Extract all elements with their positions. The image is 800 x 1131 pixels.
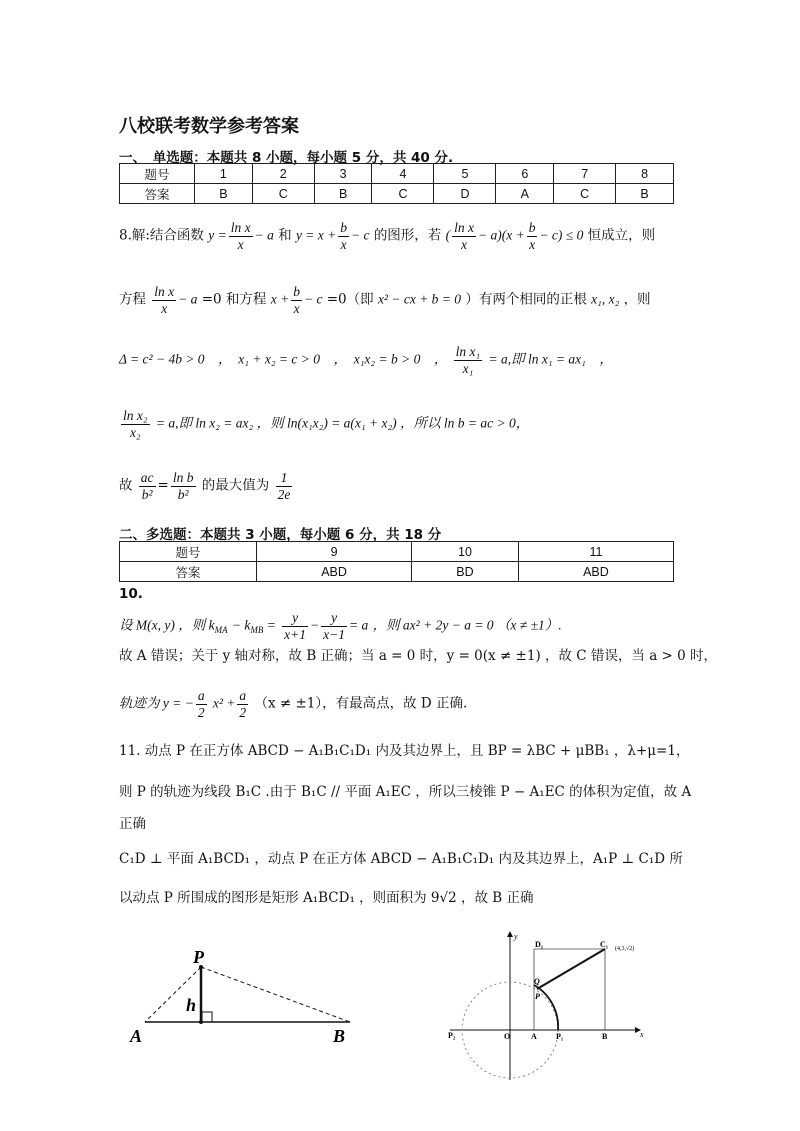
table-row [120, 184, 674, 204]
table-cell: 11 [518, 542, 673, 562]
q11-line1: 11. 动点 P 在正方体 ABCD − A₁B₁C₁D₁ 内及其边界上，且 BP = λBC + μBB₁ ，λ+μ=1， [119, 743, 690, 759]
q8-line1: 8.解:结合函数 y = $\frac{\text{ln x}}{x}$ − a 和 y = x + $\frac{b}{x}$ − c 的图形，若 ( $\frac{\text{ln x}}{x}$ − a)(x + $\frac{b}{x}$ − c) ≤ 0 恒成立，则 [119, 220, 656, 252]
segment-p-c1 [537, 949, 605, 989]
q11-line3: 正确 [119, 816, 146, 832]
label-p1: P₁ [556, 1032, 564, 1041]
table-cell: 题号 [120, 542, 257, 562]
label-h: h [186, 995, 197, 1015]
table-row [120, 542, 674, 562]
table-cell: 5 [434, 164, 496, 184]
text: ）有两个相同的正根 [465, 291, 587, 308]
label-y: y [514, 932, 518, 941]
q10-line2: 故 A 错误；关于 y 轴对称，故 B 正确；当 a = 0 时，y = 0(x ≠ ±1) ，故 C 错误，当 a > 0 时， [119, 648, 718, 664]
table-cell: C [372, 184, 434, 204]
table-row [120, 562, 674, 582]
table-cell: B [616, 184, 674, 204]
text: = a,即 ln x₁ = ax₁ ， [488, 351, 613, 367]
label-p: P [193, 947, 204, 967]
table-cell: 答案 [120, 184, 195, 204]
label-x: x [640, 1030, 644, 1039]
table-cell: 3 [314, 164, 372, 184]
text: 方程 [119, 291, 146, 308]
text: 的最大值为 [201, 477, 270, 494]
section2-table [119, 541, 674, 582]
q11-line5: 以动点 P 所围成的图形是矩形 A₁BCD₁ ，则面积为 9√2 ，故 B 正确 [119, 890, 534, 906]
q8-line5: 故 $\frac{ac}{\text{b²}}$ = $\frac{\text{ln b}}{\text{b²}}$ 的最大值为 $\frac{1}{2e}$ [119, 470, 291, 502]
text: 轨迹为 y = − [119, 695, 194, 711]
table-cell: A [496, 184, 554, 204]
text: 设 M(x, y) ，则 k [119, 617, 215, 633]
table-cell: C [252, 184, 314, 204]
section1-table [119, 163, 674, 204]
text: ，则 [623, 291, 651, 308]
table-cell: 6 [496, 164, 554, 184]
text: 8.解:结合函数 [119, 227, 204, 244]
q8-line3: Δ = c² − 4b > 0 ， x₁ + x₂ = c > 0 ， x₁x₂ = b > 0 ， $\frac{\text{ln x₁}}{\text{x₁}}$ = a,即 ln x₁ = ax₁ ， [119, 344, 613, 376]
q11-line2: 则 P 的轨迹为线段 B₁C .由于 B₁C // 平面 A₁EC ，所以三棱锥 P − A₁EC 的体积为定值，故 A [119, 784, 692, 800]
coordinate-figure [440, 925, 660, 1085]
table-cell: 1 [195, 164, 253, 184]
q8-line4: $\frac{\text{ln x₂}}{\text{x₂}}$ = a,即 ln x₂ = ax₂ ，则 ln(x₁x₂) = a(x₁ + x₂) ，所以 ln b = ac > 0， [123, 408, 530, 440]
text: 和 [278, 227, 292, 244]
label-p: P [535, 992, 540, 1001]
text: = a,即 ln x₂ = ax₂ ，则 ln(x₁x₂) = a(x₁ + x₂) ，所以 ln b = ac > 0， [155, 415, 530, 431]
q10-label: 10. [119, 586, 143, 602]
section2-heading: 二、多选题：本题共 3 小题，每小题 6 分，共 18 分 [119, 527, 442, 543]
label-c1: C₁ [600, 940, 609, 949]
table-cell: 4 [372, 164, 434, 184]
triangle-figure [125, 945, 365, 1050]
label-c1-coord: (4,3,√2) [615, 946, 635, 952]
text: （x ≠ ±1），有最高点，故 D 正确. [254, 695, 468, 712]
text: ，则 ax² + 2y − a = 0 （x ≠ ±1）. [372, 617, 562, 633]
y-axis-arrow [507, 931, 513, 937]
table-cell: C [554, 184, 616, 204]
q10-line1: 设 M(x, y) ，则 $k_{MA} - k_{MB}$ = $\frac{y}{x+1}$ − $\frac{y}{x-1}$ = a ，则 ax² + 2y − a = 0 （x ≠ ±1）. [119, 610, 562, 642]
right-angle-mark [202, 1012, 212, 1022]
q11-line4: C₁D ⊥ 平面 A₁BCD₁ ，动点 P 在正方体 ABCD − A₁B₁C₁D₁ 内及其边界上，A₁P ⊥ C₁D 所 [119, 851, 683, 867]
text: =0（即 [326, 291, 374, 308]
label-p2: P₂ [448, 1031, 456, 1040]
table-cell: B [314, 184, 372, 204]
page-title: 八校联考数学参考答案 [119, 116, 299, 137]
label-o: O [504, 1032, 511, 1041]
table-cell: 10 [412, 542, 519, 562]
table-cell: BD [412, 562, 519, 582]
text: x² + [212, 695, 236, 711]
table-cell: D [434, 184, 496, 204]
text: 故 [119, 477, 133, 494]
q10-line3: 轨迹为 y = − $\frac{a}{2}$ x² + $\frac{a}{2}$ （x ≠ ±1），有最高点，故 D 正确. [119, 688, 468, 720]
text: 恒成立，则 [587, 227, 656, 244]
table-cell: 7 [554, 164, 616, 184]
table-cell: ABD [257, 562, 412, 582]
table-cell: 9 [257, 542, 412, 562]
table-cell: 答案 [120, 562, 257, 582]
table-cell: 2 [252, 164, 314, 184]
foot-point [199, 1020, 203, 1024]
table-cell: B [195, 184, 253, 204]
table-cell: 题号 [120, 164, 195, 184]
label-d1: D₁ [535, 940, 544, 949]
q8-line2: 方程 $\frac{\text{ln x}}{x}$ − a =0 和方程 x + $\frac{b}{x}$ − c =0（即 x² − cx + b = 0 ）有两个相同的正根 x₁, x₂ ，则 [119, 284, 651, 316]
table-row [120, 164, 674, 184]
label-q: Q [534, 977, 540, 986]
section1-heading: 一、 单选题：本题共 8 小题，每小题 5 分，共 40 分. [119, 150, 454, 166]
label-a: A [130, 1026, 143, 1046]
side-pb [201, 967, 350, 1022]
text: Δ = c² − 4b > 0 ， x₁ + x₂ = c > 0 ， x₁x₂ = b > 0 ， [119, 351, 448, 367]
table-cell: 8 [616, 164, 674, 184]
label-b: B [333, 1026, 346, 1046]
text: =0 和方程 [201, 291, 267, 308]
text: 的图形，若 [373, 227, 442, 244]
label-a: A [531, 1032, 537, 1041]
table-cell: ABD [518, 562, 673, 582]
label-b: B [602, 1032, 608, 1041]
